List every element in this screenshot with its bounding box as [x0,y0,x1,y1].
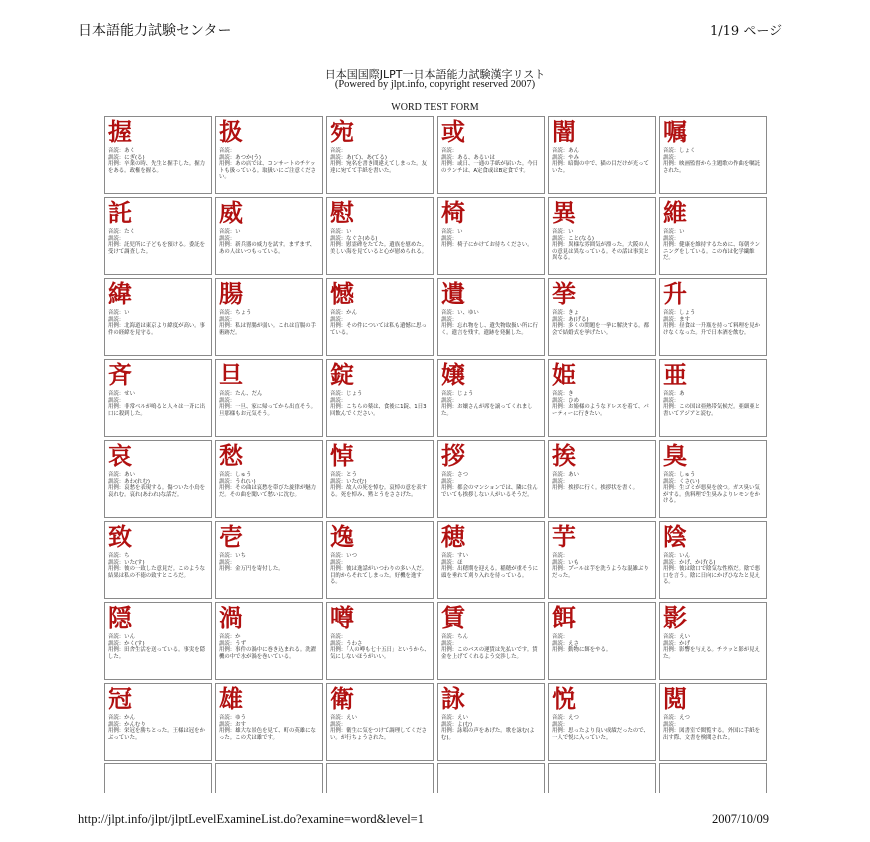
onyomi-reading: 音読：えい [441,715,468,721]
kanji-character: 威 [219,198,243,227]
kanji-character: 衛 [330,684,354,713]
onyomi-reading: 音読：たん、だん [219,391,263,397]
example-usage: 用例：この国は亜熱帯気候だ。亜細亜と書いてアジアと読む。 [663,404,761,417]
kanji-character: 慰 [330,198,354,227]
kanji-cell [326,359,434,437]
kunyomi-reading: 訓読： [552,721,569,728]
kanji-cell [104,683,212,761]
kunyomi-reading: 訓読：かんむり [108,721,146,728]
kunyomi-reading: 訓読： [108,235,125,242]
example-usage: 用例：こちらの薬は、食後に1錠、1日3回飲んでください。 [330,404,427,417]
kanji-cell [659,359,767,437]
kunyomi-reading: 訓読：あつか(う) [219,154,261,161]
example-usage: 用例：卒業の時、先生と握手した。握力をある。政権を握る。 [108,161,206,174]
kunyomi-reading: 訓読： [663,397,680,404]
kanji-cell [215,521,323,599]
onyomi-reading: 音読：い [219,229,241,235]
footer-url: http://jlpt.info/jlpt/jlptLevelExamineList.do?examine=word&level=1 [78,812,424,826]
kunyomi-reading: 訓読： [441,235,458,242]
onyomi-reading: 音読：さつ [441,472,468,478]
kanji-character: 隠 [108,603,132,632]
example-usage: 用例：宛名を書き間違えてしまった。友達に宛てて手紙を書いた。 [330,161,428,174]
kunyomi-reading: 訓読： [330,559,347,566]
example-usage: 用例：挨拶に行く。挨拶状を書く。 [552,485,639,492]
onyomi-reading: 音読： [552,634,569,640]
kanji-cell [437,602,545,680]
onyomi-reading: 音読：えつ [552,715,579,721]
example-usage: 用例：忘れ物をし、遺失物取扱い所に行く。遺言を残す。遺跡を発掘した。 [441,323,539,336]
kunyomi-reading: 訓読： [219,235,236,242]
kanji-cell [437,440,545,518]
kanji-character: 雄 [219,684,243,713]
example-usage: 用例：その件については私も遺憾に思っている。 [330,323,427,336]
onyomi-reading: 音読：しゅう [219,472,252,478]
example-usage: 用例：託児所に子どもを預ける。委託を受けて調査した。 [108,242,206,255]
kanji-cell [326,278,434,356]
kanji-cell [437,197,545,275]
example-usage: 用例：詠唱の声をあげた。歌を詠む(よむ)。 [441,728,535,741]
kanji-character: 或 [441,117,465,146]
example-usage: 用例：影響を与える。チラッと影が見えた。 [663,647,760,660]
kanji-cell [548,197,656,275]
kanji-cell [104,359,212,437]
kanji-cell [326,197,434,275]
onyomi-reading: 音読：きょ [552,310,579,316]
kanji-cell [437,116,545,194]
example-usage: 用例：衛生に気をつけて調理してください。が行ちょうされた。 [330,728,428,741]
kanji-cell [104,440,212,518]
onyomi-reading: 音読：い、ゆい [441,310,479,316]
onyomi-reading: 音読： [330,634,347,640]
example-usage: 用例：思ったより良い成績だったので、一人で悦に入っていた。 [552,728,649,741]
kunyomi-reading: 訓読： [663,154,680,161]
kanji-cell [437,521,545,599]
onyomi-reading: 音読：い [552,229,574,235]
kanji-cell [215,683,323,761]
onyomi-reading: 音読：あく [108,148,135,154]
kanji-cell-empty [215,763,323,793]
kunyomi-reading: 訓読： [330,316,347,323]
example-usage: 用例：このバスの運賃は先払いです。賃金を上げてくれるよう交渉した。 [441,647,538,660]
kanji-grid-cutoff-row [104,763,767,793]
kanji-character: 腸 [219,279,243,308]
example-usage: 用例：故人の死を悼む。哀悼の意を表する。死を悼み、黙とうをささげた。 [330,485,428,498]
kunyomi-reading: 訓読：あ(げる) [552,316,589,323]
kunyomi-reading: 訓読： [330,397,347,404]
kanji-cell-empty [437,763,545,793]
onyomi-reading: 音読：すい [441,553,468,559]
onyomi-reading: 音読：あん [552,148,579,154]
kanji-character: 錠 [330,360,354,389]
kanji-cell-empty [104,763,212,793]
onyomi-reading: 音読： [219,148,236,154]
kanji-cell-empty [659,763,767,793]
kanji-cell [326,602,434,680]
kanji-character: 臭 [663,441,687,470]
kunyomi-reading: 訓読：あ(て)、あ(てる) [330,154,387,161]
kanji-character: 維 [663,198,687,227]
kunyomi-reading: 訓読： [108,316,125,323]
kunyomi-reading: 訓読：いた(す) [108,559,145,566]
kanji-cell [215,440,323,518]
example-usage: 用例：非常ベルが鳴ると人々は一斉に出口に殺到した。 [108,404,206,417]
onyomi-reading: 音読：い [330,229,352,235]
kunyomi-reading: 訓読： [219,316,236,323]
kanji-cell [104,116,212,194]
example-usage: 用例：お嬢さんが席を譲ってくれました。 [441,404,533,417]
onyomi-reading: 音読：い [441,229,463,235]
kanji-cell [215,278,323,356]
kanji-character: 芋 [552,522,576,551]
example-usage: 用例：図書室で閲覧する。外国に手紙を出す際、文書を検閲された。 [663,728,761,741]
header-site-name: 日本語能力試験センター [78,23,232,39]
kunyomi-reading: 訓読：うず [219,640,246,647]
kanji-character: 悼 [330,441,354,470]
kanji-cell [548,683,656,761]
kunyomi-reading: 訓読： [108,397,125,404]
kanji-cell [215,602,323,680]
example-usage: 用例：お姫様のようなドレスを着て、パーティーに行きたい。 [552,404,649,417]
onyomi-reading: 音読：い [663,229,685,235]
kanji-cell [659,521,767,599]
kanji-character: 扱 [219,117,243,146]
example-usage: 用例：彼の一致した意見だ。このような結果は私の不徳の致すところだ。 [108,566,206,579]
onyomi-reading: 音読：せい [108,391,135,397]
onyomi-reading: 音読：あい [108,472,135,478]
onyomi-reading: 音読：ゆう [219,715,246,721]
onyomi-reading: 音読：しょく [663,148,696,154]
onyomi-reading: 音読：ちん [441,634,468,640]
kanji-cell [326,521,434,599]
onyomi-reading: 音読：いつ [330,553,357,559]
kanji-character: 斉 [108,360,132,389]
onyomi-reading: 音読：あ [663,391,685,397]
kanji-character: 賃 [441,603,465,632]
kunyomi-reading: 訓読：ひめ [552,397,579,404]
kunyomi-reading: 訓読： [441,478,458,485]
kanji-cell-empty [326,763,434,793]
kunyomi-reading: 訓読： [219,559,236,566]
kanji-cell [548,521,656,599]
kanji-cell [659,683,767,761]
example-usage: 用例：栄冠を勝ちとった。王様は冠をかぶっていた。 [108,728,205,741]
kunyomi-reading: 訓読：かく(す) [108,640,145,647]
kunyomi-reading: 訓読：ある、あるいは [441,154,495,161]
example-usage: 用例：哀愁を表現する。傷ついた小鳥を哀れむ。哀れ(あわれ)な話だ。 [108,485,206,498]
header-page-number: 1/19 ページ [710,24,783,39]
example-usage: 用例：一旦、家に帰ってから出直そう。旦那様もお元気そう。 [219,404,317,417]
kanji-cell [548,278,656,356]
onyomi-reading: 音読：しょう [663,310,696,316]
onyomi-reading: 音読：いち [219,553,246,559]
kanji-cell [437,683,545,761]
kanji-character: 渦 [219,603,243,632]
example-usage: 用例：北海道は東京より緯度が高い。事件の経緯を見守る。 [108,323,206,336]
example-usage: 用例：動物に餌をやる。 [552,647,612,654]
onyomi-reading: 音読：えつ [663,715,690,721]
kunyomi-reading: 訓読： [330,721,347,728]
kunyomi-reading: 訓読： [441,397,458,404]
kunyomi-reading: 訓読： [219,397,236,404]
kanji-character: 姫 [552,360,576,389]
onyomi-reading: 音読：か [219,634,241,640]
page-subtitle: (Powered by jlpt.info, copyright reserved 2007) [334,79,536,90]
kanji-character: 闇 [552,117,576,146]
kanji-character: 椅 [441,198,465,227]
kanji-character: 遺 [441,279,465,308]
kanji-cell [548,359,656,437]
kanji-character: 逸 [330,522,354,551]
onyomi-reading: 音読：ちょう [219,310,252,316]
kanji-cell [104,197,212,275]
kunyomi-reading: 訓読：かげ [663,640,690,647]
kanji-cell [437,359,545,437]
kunyomi-reading: 訓読： [441,640,458,647]
example-usage: 用例：新兵器の威力を試す。まずまず、あの人はいつもっている。 [219,242,316,255]
onyomi-reading: 音読：えい [330,715,357,721]
example-usage: 用例：金万円を寄付した。 [219,566,284,573]
example-usage: 用例：昼食は一升瓶を持って料理を見かけなくなった。升で日本酒を飲む。 [663,323,761,336]
onyomi-reading: 音読： [441,148,458,154]
kanji-character: 詠 [441,684,465,713]
example-usage: 用例：異様な雰囲気が漂った。大阪の人の意見は異なっている。その話は事実と異なる。 [552,242,650,262]
example-usage: 用例：「人の噂も七十五日」というから、気にしないほうがいい。 [330,647,430,660]
kanji-cell [548,602,656,680]
kanji-character: 升 [663,279,687,308]
onyomi-reading: 音読：いん [663,553,690,559]
kunyomi-reading: 訓読：うわさ [330,640,363,647]
kanji-character: 哀 [108,441,132,470]
kanji-cell [215,116,323,194]
kunyomi-reading: 訓読：よ(む) [441,721,473,728]
onyomi-reading: 音読：しゅう [663,472,696,478]
example-usage: 用例：プールは芋を洗うような混雑ぶりだった。 [552,566,649,579]
page-title: 日本国国際JLPT一日本語能力試験漢字リスト [324,68,546,81]
kanji-cell [548,440,656,518]
kunyomi-reading: 訓読：くさ(い) [663,478,700,485]
kanji-cell [104,602,212,680]
kanji-character: 握 [108,117,132,146]
example-usage: 用例：或日、一通の手紙が届いた。今日のランチは、A定食或はB定食です。 [441,161,539,174]
example-usage: 用例：彼は陰口で陰気な性格だ。陰で悪口を言う。陰に日向にかげひなたと見える。 [663,566,761,586]
kunyomi-reading: 訓読： [552,478,569,485]
kanji-character: 閲 [663,684,687,713]
kanji-cell [548,116,656,194]
kanji-character: 託 [108,198,132,227]
example-usage: 用例：都会のマンションでは、隣に住んでいても挨拶しない人がいるそうだ。 [441,485,538,498]
kanji-character: 餌 [552,603,576,632]
kanji-character: 影 [663,603,687,632]
example-usage: 用例：雄大な景色を見て、町の英雄になった。この犬は雄です。 [219,728,316,741]
onyomi-reading: 音読：あい [552,472,579,478]
onyomi-reading: 音読：じょう [441,391,474,397]
kanji-character: 嘱 [663,117,687,146]
example-usage: 用例：多くの問題を一挙に解決する。都会で結婚式を挙げたい。 [552,323,650,336]
kunyomi-reading: 訓読：いも [552,559,579,566]
kunyomi-reading: 訓読：にぎ(る) [108,154,145,161]
kanji-cell [326,116,434,194]
example-usage: 用例：彼は逸話がいつわりの多い人だ。目的からそれてしまった。好機を逸する。 [330,566,428,586]
kanji-cell [659,278,767,356]
kanji-character: 穂 [441,522,465,551]
kanji-cell [437,278,545,356]
kunyomi-reading: 訓読：いた(む) [330,478,367,485]
kanji-character: 冠 [108,684,132,713]
onyomi-reading: 音読：じょう [330,391,363,397]
onyomi-reading: 音読：えい [663,634,690,640]
kanji-character: 緯 [108,279,132,308]
example-usage: 用例：事件の渦中に巻き込まれる。洗濯機の中で水が渦を巻いている。 [219,647,317,660]
footer-date: 2007/10/09 [712,812,769,826]
kunyomi-reading: 訓読：やみ [552,154,579,161]
kanji-character: 異 [552,198,576,227]
kanji-character: 壱 [219,522,243,551]
kanji-cell-empty [548,763,656,793]
example-usage: 用例：健康を維持するために、毎朝ランニングをしている。この布は化学繊維だ。 [663,242,761,262]
example-usage: 用例：映画監督から主題歌の作曲を嘱託された。 [663,161,761,174]
kunyomi-reading: 訓読：ます [663,316,690,323]
onyomi-reading: 音読：たく [108,229,135,235]
kanji-character: 拶 [441,441,465,470]
onyomi-reading: 音読：いん [108,634,135,640]
kunyomi-reading: 訓読：あわ(れむ) [108,478,150,485]
kunyomi-reading: 訓読： [441,316,458,323]
kanji-character: 嬢 [441,360,465,389]
form-title: WORD TEST FORM [391,102,479,113]
onyomi-reading: 音読：ち [108,553,130,559]
onyomi-reading: 音読：かん [108,715,135,721]
kunyomi-reading: 訓読：なぐさ(める) [330,235,378,242]
kanji-character: 噂 [330,603,354,632]
kanji-character: 致 [108,522,132,551]
kanji-cell [326,440,434,518]
kunyomi-reading: 訓読：こと(なる) [552,235,594,242]
kanji-cell [104,278,212,356]
example-usage: 用例：田舎生活を送っている。事実を隠した。 [108,647,206,660]
example-usage: 用例：あの店では、コンサートのチケットも扱っている。取扱いにご注意ください。 [219,161,317,181]
kanji-cell [659,116,767,194]
kunyomi-reading: 訓読：かげ、かげ(る) [663,559,716,566]
kanji-character: 挨 [552,441,576,470]
onyomi-reading: 音読：き [552,391,574,397]
example-usage: 用例：出穂期を迎える。稲穂が重そうに頭を垂れて刈り入れを待っている。 [441,566,539,579]
example-usage: 用例：椅子にかけてお待ちください。 [441,242,533,249]
kanji-cell [215,197,323,275]
kanji-cell [215,359,323,437]
example-usage: 用例：慰霊碑をたてた。遺族を慰めた。美しい海を見ていると心が慰められる。 [330,242,428,255]
kunyomi-reading: 訓読：おす [219,721,246,728]
kanji-character: 憾 [330,279,354,308]
kunyomi-reading: 訓読： [663,235,680,242]
kanji-cell [659,197,767,275]
kanji-cell [659,602,767,680]
kanji-grid [104,116,767,761]
onyomi-reading: 音読：かん [330,310,357,316]
kunyomi-reading: 訓読：ほ [441,559,463,566]
example-usage: 用例：生ゴミが悪臭を放つ。ガス臭い気がする。魚料理で生臭みよりレモンをかける。 [663,485,761,505]
kunyomi-reading: 訓読：うれ(い) [219,478,256,485]
kunyomi-reading: 訓読： [663,721,680,728]
onyomi-reading: 音読：とう [330,472,357,478]
kanji-character: 悦 [552,684,576,713]
kunyomi-reading: 訓読：えさ [552,640,579,647]
onyomi-reading: 音読：い [108,310,130,316]
kanji-character: 挙 [552,279,576,308]
kanji-cell [326,683,434,761]
kanji-cell [104,521,212,599]
kanji-character: 陰 [663,522,687,551]
example-usage: 用例：暗闇の中で、猫の目だけが光っていた。 [552,161,649,174]
kanji-character: 愁 [219,441,243,470]
onyomi-reading: 音読： [330,148,347,154]
kanji-character: 宛 [330,117,354,146]
kanji-character: 旦 [219,360,243,389]
onyomi-reading: 音読： [552,553,569,559]
example-usage: 用例：その曲は哀愁を帯びた旋律が魅力だ。その曲を聞いて愁いに沈む。 [219,485,317,498]
kanji-cell [659,440,767,518]
example-usage: 用例：私は胃腸が弱い。これは盲腸の手術跡だ。 [219,323,317,336]
kanji-character: 亜 [663,360,687,389]
